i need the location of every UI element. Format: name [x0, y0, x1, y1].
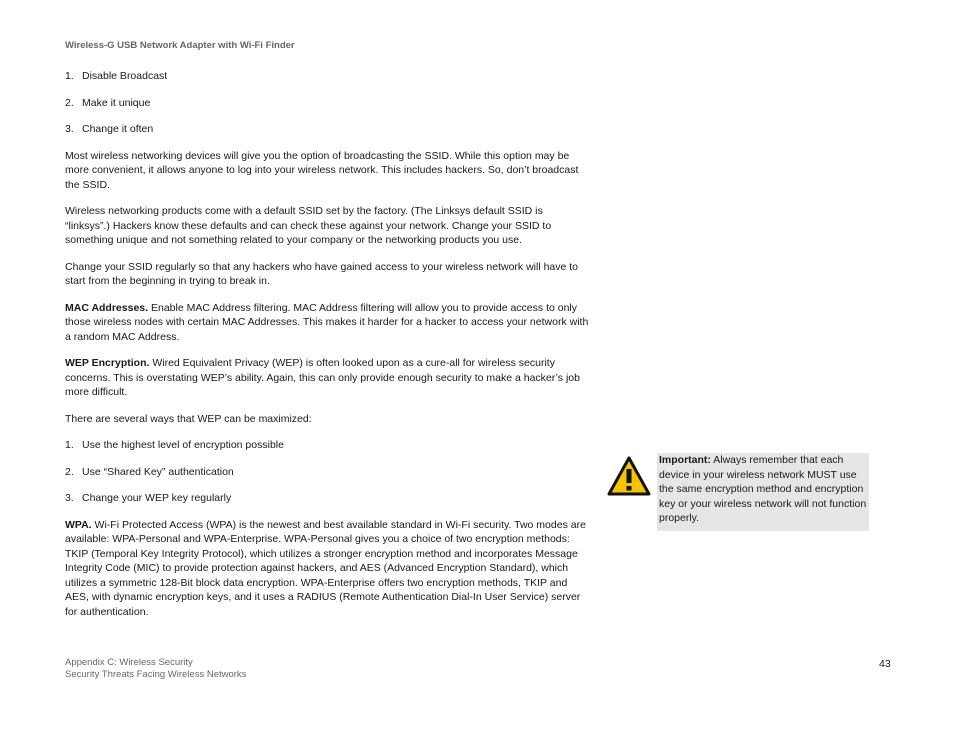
paragraph-wep — [65, 356, 590, 400]
list-number: 1. — [65, 439, 74, 451]
list-number: 2. — [65, 96, 74, 109]
footer-section: Security Threats Facing Wireless Networks — [65, 669, 247, 680]
list-item — [65, 69, 590, 84]
footer — [65, 657, 246, 681]
wpa-body: Wi-Fi Protected Access (WPA) is the newest and best available standard in Wi-Fi security. Two modes are available: WPA-Personal and WPA-Enterprise. WPA-Personal gives you a choice of two encryption methods: TKIP (Temporal Key Integrity Protocol), which utilizes a stronger encryption method and incorporates Message Integrity Code (MIC) to provide protection against hackers, and AES (Advanced Encryption Standard), which utilizes a symmetric 128-Bit block data encryption. WPA-Enterprise offers two encryption methods, TKIP and AES, with dynamic encryption keys, and it uses a RADIUS (Remote Authentication Dial-In User Service) server for authentication. — [65, 518, 586, 618]
main-content — [65, 69, 590, 631]
paragraph-broadcast: Most wireless networking devices will give you the option of broadcasting the SSID. While this option may be more convenient, it allows anyone to log into your wireless network. This includes hackers. So, don’t broadcast the SSID. — [65, 149, 579, 191]
list-text: Make it unique — [82, 96, 151, 109]
list-text: Use “Shared Key” authentication — [82, 465, 234, 478]
callout-label: Important: — [659, 454, 711, 466]
wpa-heading: WPA. — [65, 518, 92, 531]
important-callout — [657, 453, 869, 531]
wep-heading: WEP Encryption. — [65, 357, 150, 369]
page-number: 43 — [879, 658, 891, 670]
list-text: Change it often — [82, 123, 154, 135]
list-number: 3. — [65, 123, 74, 135]
list-number: 3. — [65, 492, 74, 504]
paragraph-change-ssid: Change your SSID regularly so that any hackers who have gained access to your wireless network will have to start from the beginning in trying to break in. — [65, 260, 579, 287]
paragraph-wep-ways: There are several ways that WEP can be maximized: — [65, 412, 312, 425]
wep-body: Wired Equivalent Privacy (WEP) is often looked upon as a cure-all for wireless security concerns. This is overstating WEP’s ability. Again, this can only provide enough security to make a hacker’s job more difficult. — [65, 357, 580, 398]
mac-heading: MAC Addresses. — [65, 301, 149, 314]
list-number: 1. — [65, 70, 74, 82]
list-text: Change your WEP key regularly — [82, 492, 232, 504]
list-item — [65, 96, 590, 111]
list-text: Use the highest level of encryption possible — [82, 439, 284, 451]
list-number: 2. — [65, 465, 74, 478]
list-item — [65, 122, 590, 137]
running-header: Wireless-G USB Network Adapter with Wi-Fi Finder — [65, 40, 295, 51]
paragraph-wpa — [65, 518, 590, 620]
paragraph-default-ssid: Wireless networking products come with a default SSID set by the factory. (The Linksys default SSID is “linksys”.) Hackers know these defaults and can check these against your network. Change your SSID to something unique and not something related to your company or the networking products you use. — [65, 205, 552, 246]
mac-body: Enable MAC Address filtering. MAC Address filtering will allow you to provide access to only those wireless nodes with certain MAC Addresses. This makes it harder for a hacker to access your network with a random MAC Address. — [65, 301, 589, 343]
list-text: Disable Broadcast — [82, 70, 168, 82]
callout-text: Always remember that each device in your wireless network MUST use the same encryption method and encryption key or your wireless network will not function properly. — [659, 454, 867, 524]
warning-icon — [607, 456, 651, 496]
list-item — [65, 491, 590, 506]
paragraph-mac — [65, 301, 590, 345]
footer-chapter: Appendix C: Wireless Security — [65, 657, 193, 668]
list-item — [65, 465, 590, 480]
list-item — [65, 438, 590, 453]
